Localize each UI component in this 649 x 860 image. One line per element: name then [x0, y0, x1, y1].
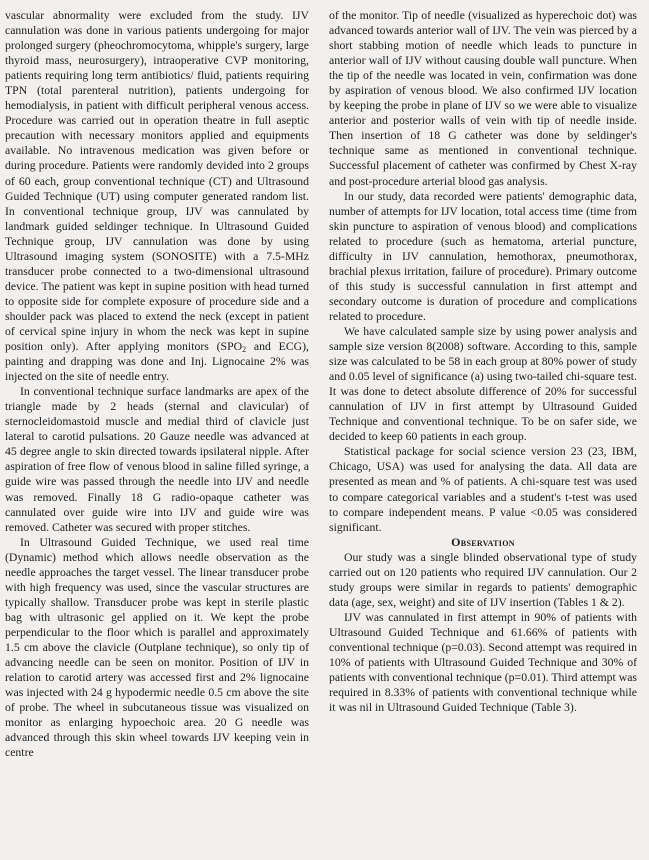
conventional-technique-paragraph: In conventional technique surface landmarks are apex of the triangle made by 2 heads (sternal and clavicular) of sternocleidomastoid muscle and medial third of clavicle just lateral to carotid pulsations. 20 Gauze needle was advanced at 45 degree angle to skin directed towards ipsilateral nipple. After aspiration of free flow of venous blood in saline filled syringe, a guide wire was passed through the needle into IJV and needle was removed. Finally 18 G radio-opaque catheter was cannulated over guide wire into IJV and guide wire was removed. Catheter was secured with proper stitches.	[5, 385, 309, 534]
spo2-label: SPO	[220, 340, 243, 354]
methods-paragraph-1-end: and ECG), painting and drapping was done and Inj. Lignocaine 2% was injected on the site of needle entry.	[5, 340, 309, 384]
methods-paragraph-1-text: vascular abnormality were excluded from the study. IJV cannulation was done in various patients undergoing for major prolonged surgery (pheochromocytoma, whipple's surgery, large thyroid mass, neurosurgery), intraoperative CVP monitoring, patients requiring long term antibiotics/ fluid, patients requiring TPN (total parenteral nutrition), patients undergoing for hemodialysis, in patient with difficult peripheral venous access. Procedure was carried out in operation theatre in full aseptic precaution with necessary monitors applied and equipments available. No intravenous medication was given before or during procedure. Patients were randomly devided into 2 groups of 60 each, group conventional technique (CT) and Ultrasound Guided Technique (UT) using computer generated random list. In conventional technique group, IJV was cannulated by landmark guided seldinger technique. In Ultrasound Guided Technique group, IJV cannulation was done by using Ultrasound imaging system (SONOSITE) with a 7.5-MHz transducer probe connected to a two-dimensional ultrasound device. The patient was kept in supine position with head turned to opposite side for complete exposure of procedure side and a shoulder pack was placed to extend the neck (except in patient of cervical spine injury in whom the neck was kept in supine position only). After applying monitors (	[5, 9, 309, 354]
data-recorded-paragraph: In our study, data recorded were patients' demographic data, number of attempts for IJV location, total access time (time from skin puncture to aspiration of venous blood) and complications related to procedure (such as hematoma, arterial puncture, difficulty in IJV cannulation, hemothorax, pneumothorax, brachial plexus irritation, failure of procedure). Primary outcome of this study is successful cannulation in first attempt and secondary outcome is duration of procedure and complications related to procedure.	[329, 189, 637, 323]
observation-heading: Observation	[451, 534, 515, 549]
observation-paragraph-1: Our study was a single blinded observational type of study carried out on 120 patients who required IJV cannulation. Our 2 study groups were similar in regards to patients' demographic data (age, sex, weight) and site of IJV insertion (Tables 1 & 2).	[329, 550, 637, 609]
observation-paragraph-2: IJV was cannulated in first attempt in 90% of patients with Ultrasound Guided Technique and 61.66% of patients with conventional technique (p=0.03). Second attempt was required in 10% of patients with Ultrasound Guided Technique and 30% of patients with conventional technique (p=0.01). Third attempt was required in 8.33% of patients with conventional technique while it was nil in Ultrasound Guided Technique (Table 3).	[329, 610, 637, 715]
needle-advance-paragraph: of the monitor. Tip of needle (visualized as hyperechoic dot) was advanced towards anterior wall of IJV. The vein was pierced by a short stabbing motion of needle which leads to puncture in anterior wall of IJV without causing double wall puncture. When the tip of the needle was located in vein, confirmation was done by aspiration of venous blood. We also confirmed IJV location by keeping the probe in plane of IJV so we were able to visualize anterior and posterior walls of vein with tip of needle inside. Then insertion of 18 G catheter was done by seldinger's technique same as mentioned in conventional technique. Successful placement of catheter was confirmed by Chest X-ray and post-procedure arterial blood gas analysis.	[329, 9, 637, 188]
left-column	[5, 8, 309, 760]
spo2-subscript: 2	[242, 345, 247, 355]
ultrasound-technique-paragraph: In Ultrasound Guided Technique, we used real time (Dynamic) method which allows needle observation as the needle approaches the target vessel. The linear transducer probe with high frequency was used, since the vascular structures are typically shallow. Transducer probe was kept in sterile plastic bag with ultrasonic gel applied on it. We kept the probe perpendicular to the floor which is parallel and approximately 1.5 cm above the clavicle (Outplane technique), so only tip of advancing needle can be seen on monitor. Position of IJV in relation to carotid artery was accessed first and 2% lignocaine was injected with 24 g hypodermic needle 0.5 cm above the site of probe. The wheel in subcutaneous tissue was visualized on monitor as enlarging hypoechoic area. 20 G needle was advanced through this skin wheel towards IJV keeping vein in centre	[5, 535, 309, 760]
methods-paragraph-1	[5, 8, 309, 384]
right-column	[329, 8, 637, 715]
statistics-paragraph: Statistical package for social science version 23 (23, IBM, Chicago, USA) was used for analysing the data. All data are presented as mean and % of patients. A chi-square test was used to compare categorical variables and a student's t-test was used to compare independent means. P value <0.05 was considered significant.	[329, 445, 637, 534]
sample-size-paragraph: We have calculated sample size by using power analysis and sample size version 8(2008) software. According to this, sample size was calculated to be 58 in each group at 80% power of study and 0.05 level of significance (a) using two-tailed chi-square test. It was done to detect absolute difference of 20% for successful cannulation of IJV in first attempt by Ultrasound Guided Technique and conventional technique. To be on safer side, we decided to keep 60 patients in each group.	[329, 324, 637, 444]
